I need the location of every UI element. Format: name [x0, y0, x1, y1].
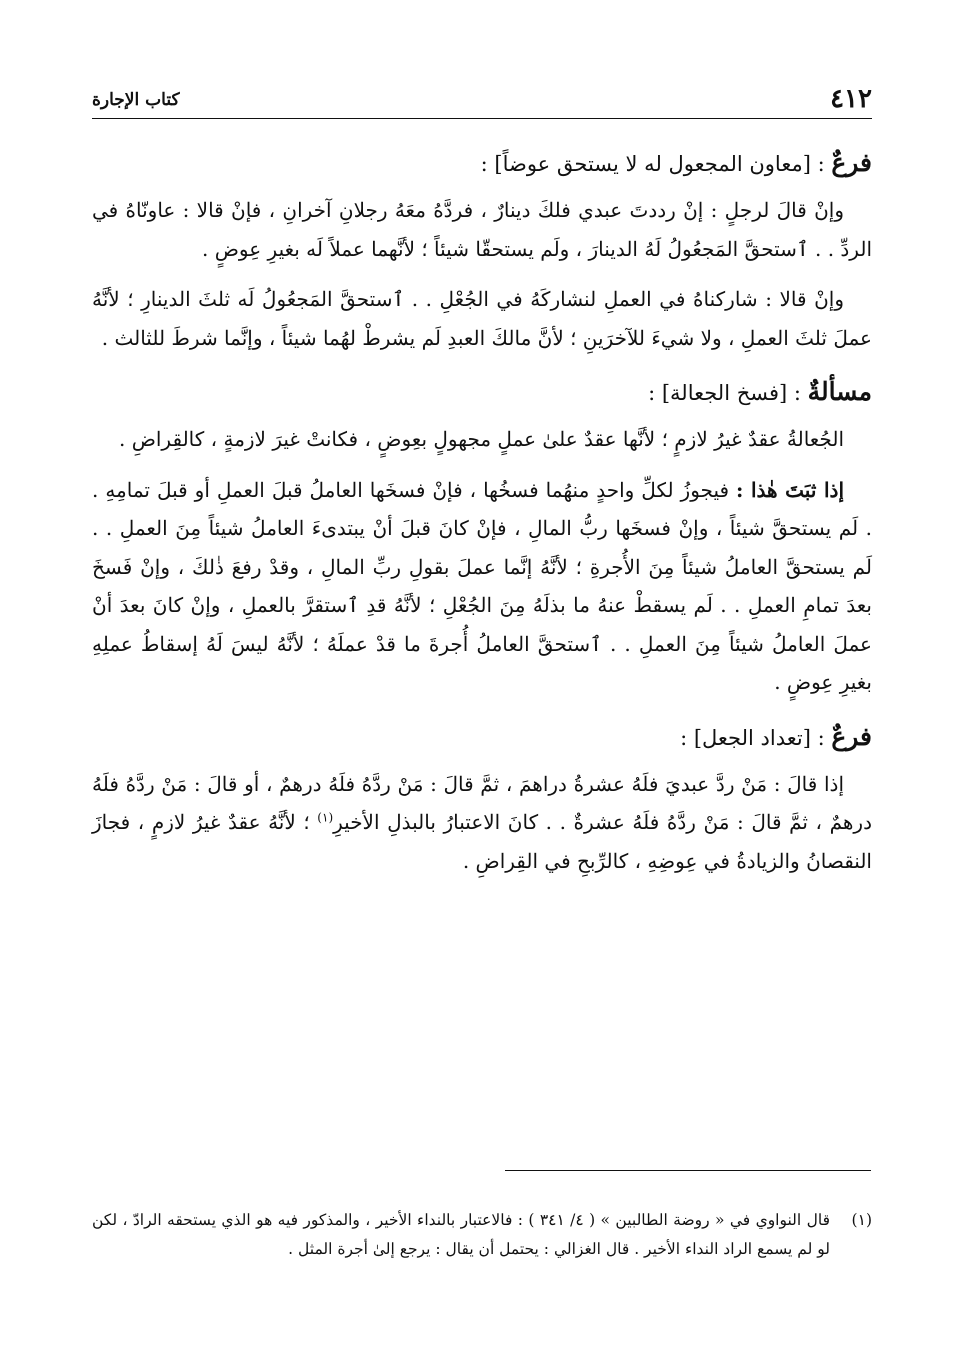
footnote-marker: (١) — [851, 1211, 872, 1229]
paragraph — [92, 471, 872, 702]
heading-title: : [فسخ الجعالة] : — [648, 381, 808, 405]
paragraph: الجُعالةُ عقدٌ غيرُ لازمٍ ؛ لأنَّها عقدٌ علىٰ عملٍ مجهولٍ بعِوضٍ ، فكانتْ غيرَ لازمةٍ ، كالقِراضِ . — [118, 427, 844, 451]
running-header — [92, 82, 872, 119]
section-heading — [92, 714, 872, 761]
paragraph-body: إذا قالَ : مَنْ ردَّ عبديَ فلَهُ عشرةُ دراهمَ ، ثمَّ قالَ : مَنْ ردَّهُ فلَهُ درهمٌ ، أو قالَ : مَنْ ردَّهُ فلَهُ درهمٌ ، ثمَّ قالَ : مَنْ ردَّهُ فلَهُ عشرةٌ . . كانَ الاعتبارُ بالبذلِ الأخيرِ — [92, 771, 872, 834]
body-text — [92, 140, 872, 892]
paragraph-body: فيجوزُ لكلِّ واحدٍ منهُما فسخُها ، فإنْ فسخَها العاملُ قبلَ العملِ أو قبلَ تمامِهِ . . لَم يستحقَّ شيئاً ، وإنْ فسخَها ربُّ المالِ ، فإنْ كانَ قبلَ أنْ يبتدىءَ العاملُ شيئاً مِنَ العملِ . . لَم يستحقَّ العاملُ شيئاً مِنَ الأُجرةِ ؛ لأنَّهُ إنَّما عملَ بقولِ ربِّ المالِ ، وقدْ رفعَ ذٰلكَ ، وإنْ فَسخَ بعدَ تمامِ العملِ . . لَم يسقطْ عنهُ ما بذلَهُ مِنَ الجُعْلِ ؛ لأنَّهُ قدِ ٱستقرَّ بالعملِ ، وإنْ كانَ بعدَ أنْ عملَ العاملُ شيئاً مِنَ العملِ . . ٱستحقَّ العاملُ أُجرةَ ما قدْ عملَهُ ؛ لأنَّهُ ليسَ لَهُ إسقاطُ عملِهِ بغيرِ عِوضٍ . — [92, 477, 872, 694]
section-heading — [92, 369, 872, 416]
footnote-reference[interactable]: (١) — [317, 810, 334, 825]
paragraph: وإنْ قالَ لرجلٍ : إنْ رددتَ عبدي فلكَ دينارٌ ، فردَّهُ معَهُ رجلانِ آخرانِ ، فإنْ قالا : عاونّاهُ في الردِّ . . ٱستحقَّ المَجعُولُ لَهُ الدينارَ ، ولَم يستحقّا شيئاً ؛ لأنَّهما عملاً لَه بغيرِ عِوضٍ . — [92, 198, 872, 261]
heading-keyword: فرعٌ — [831, 148, 872, 177]
footnote-separator — [505, 1170, 871, 1171]
paragraph-body: ؛ لأنَّهُ عقدٌ غيرُ لازمٍ ، فجازَ النقصانُ والزيادةُ في عِوضِهِ ، كالرِّبحِ في القِراضِ . — [92, 810, 872, 873]
footnote-text: قال النواوي في « روضة الطالبين » ( ٤/ ٣٤١ ) : فالاعتبار بالنداء الأخير ، والمذكور فيه هو الذي يستحقه الرادّ ، لكن لو لم يسمع الراد النداء الأخير . قال الغزالي : يحتمل أن يقال : يرجع إلىٰ أجرة المثل . — [92, 1211, 830, 1258]
heading-title: : [تعداد الجعل] : — [680, 725, 832, 750]
heading-keyword: فرعٌ — [831, 721, 872, 751]
paragraph-lead: إذا ثبَتَ هٰذا : — [736, 477, 844, 502]
footnote — [92, 1206, 872, 1264]
paragraph — [92, 765, 872, 881]
section-heading — [92, 140, 872, 187]
book-title: كتاب الإجارة — [92, 90, 180, 110]
heading-keyword: مسألةٌ — [807, 377, 872, 406]
heading-title: : [معاون المجعول له لا يستحق عوضاً] : — [480, 152, 832, 176]
paragraph: وإنْ قالا : شاركناهُ في العملِ لنشاركَهُ في الجُعْلِ . . ٱستحقَّ المَجعُولُ لَه ثلثَ الدينارِ ؛ لأنَّهُ عملَ ثلثَ العملِ ، ولا شيءَ للآخرَينِ ؛ لأنَّ مالكَ العبدِ لَم يشرطْ لهُما شيئاً ، وإنَّما شرطَ للثالث . — [92, 287, 872, 350]
page-number: ٤١٢ — [830, 84, 872, 114]
